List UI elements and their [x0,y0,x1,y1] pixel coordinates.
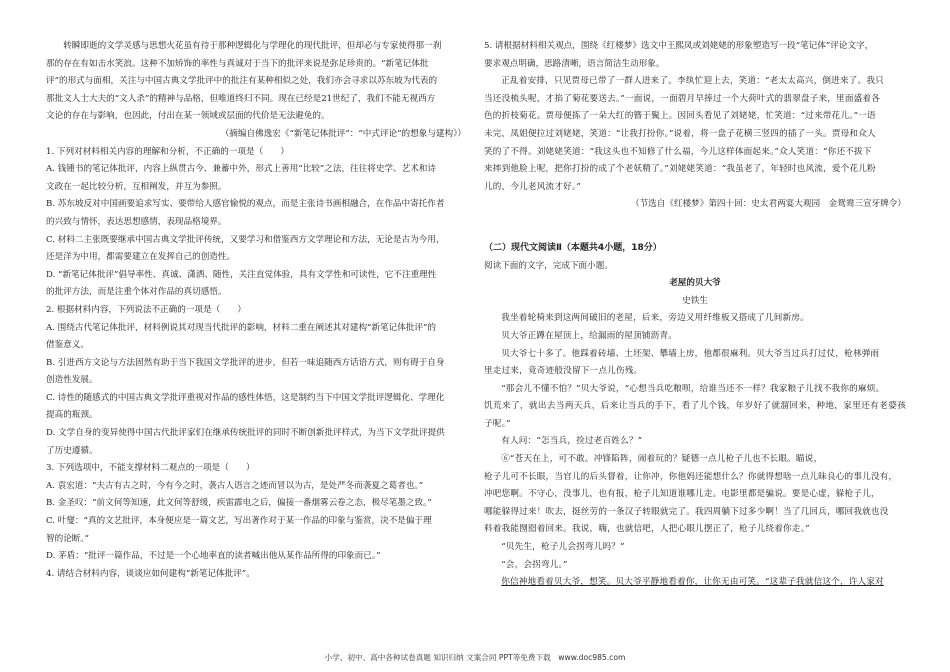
excerpt-line: 当还没梳头呢，才掐了菊花要送去。”一面说，一面碧月早捧过一个大荷叶式的翡翠盘子来，里面盛着各 [484,93,881,104]
question-1 [46,144,466,302]
option-d-cont: 了历史遵循。 [46,445,98,456]
question-stem: 2. 根据材料内容，下列说法不正确的一项是（ ） [46,304,246,315]
option-d: D. 文学自身的变异使得中国古代批评家们在继承传统批评的同时不断创新批评样式，为当下文学批评提供 [46,428,445,439]
page-footer: 小学、初中、高中各种试卷真题 知识归纳 文案合同 PPT等免费下载 www.doc985.com [324,653,626,662]
option-a-cont: 文政在一起比较分析，互相阐发，并互为参照。 [46,181,227,192]
story-line: 我坐着轮椅来到这两间破旧的老屋，后来，旁边又用纤维板又搭成了几间新房。 [501,313,809,324]
question-3 [46,460,466,566]
story-line: 料着我能囫囵着回来。我说，嗨，也就信吧，人把心眼儿摆正了，枪子儿绕着你走。” [484,524,810,535]
option-b-cont: 创造性发展。 [46,375,98,386]
excerpt-source: （节选自《红楼梦》第四十回：史太君两宴大观园 金鸳鸯三宣牙牌令） [630,199,906,210]
question-2 [46,302,466,460]
option-c-cont: 还是洋为中用，都需要建立在发挥自己的创造性。 [46,252,236,263]
intro-line: 那批文人士大夫的“文人杀”的精神与品格，但唯道终归不同。现在已经是21世纪了，我们不能无视西方 [46,93,436,104]
excerpt-line: 未完，凤姐便拉过刘姥姥，笑道：“让我打扮你。”说着，将一盘子花横三竖四的插了一头。贾母和众人 [484,128,876,139]
intro-passage [46,38,466,126]
story-author: 史铁生 [682,295,708,306]
story-line: 有人问：“怎当兵，捡过老百姓么？” [501,436,643,447]
option-a-cont: 借鉴意义。 [46,340,89,351]
story-line: 贝大爷七十多了。他踩着砖墙、土坯架、攀墙上房，他都很麻利。贝大爷当过兵打过仗，枪林弹雨 [501,348,880,359]
option-c-cont: 智的论断。” [46,533,90,544]
novel-excerpt [484,73,906,196]
section-heading: （二）现代文阅读Ⅱ（本题共4小题，18分） [484,242,662,253]
question-stem: 1. 下列对材料相关内容的理解和分析，不正确的一项是（ ） [46,146,289,157]
story-line-underlined: 你信神地看着贝大爷，想笑。贝大爷平静地看着你，让你无由可笑。“这辈子我就信这个，许人家对 [501,577,884,588]
option-a: A. 袁宏道：“夫古有古之时，今有今之时，袭古人语言之迹而冒以为古，是处严冬而袭夏之葛者也。” [46,480,424,491]
excerpt-line: 色的折枝菊花。贾母便拣了一朵大红的簪于鬓上。因回头看见了刘姥姥，忙笑道：“过来带花儿。”一语 [484,111,876,122]
option-a: A. 围绕古代笔记体批评，材料例说其对现当代批评的影响，材料二重在阐述其对建构“新笔记体批评”的 [46,322,436,333]
option-d: D. “新笔记体批评”倡导率性、真诚、潇洒、随性，关注直觉体验，具有文学性和可读性，它不注重理性 [46,269,437,280]
story-line: “那会儿不懂不怕？”贝大爷说，“心想当兵吃粮呗，给谁当还不一样？我家粮子儿找不我你的麻烦。 [501,383,885,394]
excerpt-line: 正乱着安排，只见贾母已带了一群人进来了。李纨忙迎上去，笑道：“老太太高兴，倒进来了。我只 [501,76,884,87]
story-body [484,310,906,592]
question-5-line: 5. 请根据材料相关观点，围绕《红楼梦》选文中王熙凤或刘姥姥的形象塑造写一段“笔记体”评论文字， [484,41,874,51]
excerpt-line: 儿的，今儿老风流才好。” [484,181,582,192]
option-a: A. 钱锺书的笔记体批评，内容上纵贯古今、兼蓄中外，形式上善用“比较”之法，往往将史学、艺术和诗 [46,164,436,175]
question-4: 4. 请结合材料内容，谈谈应如何建构“新笔记体批评”。 [46,568,255,579]
intro-line: 文论的存在与影响，也因此，付出在某一领域或层面的代价是无法避免的。 [46,111,330,122]
option-b: B. 金圣叹：“前文何等知速，此文何等舒缓，疾雷霹电之后，偏接一番烟雾云卷之态，极尽笔墨之致。” [46,498,432,509]
story-line: 贝大爷正蹲在屋顶上，给漏雨的屋顶铺沥青。 [501,330,678,341]
excerpt-line: 笑的了不得。刘姥姥笑道：“我这头也不知修了什么福，今儿这样体面起来。”众人笑道：“你还不拔下 [484,146,872,157]
story-line: 哪能躲得过来！吹去，挺丝劳的一条汉子转眼就完了。我四周躺下过多少啊！当了几回兵，哪回我就也没 [484,506,889,517]
passage-source: （摘编自佛逸宏《“新笔记体批评”：“中式评论”的想象与建构》） [220,128,466,139]
option-b: B. 引进西方文论与方法固然有助于当下我国文学批评的进步，但若一味追随西方话语方式，则有碍于自身 [46,357,445,368]
story-line: 冲吧您啊。不守心，没事儿，也有报，枪子儿知道谁哪儿走。电影里都是骗说。要是心虚，躲枪子儿， [484,489,880,500]
story-line: 枪子儿可不长眼，当官儿的后头督着，让你冲，你他妈还能想什么？你就得想啥一点儿昧良心的事儿没有， [484,471,898,482]
spacer [484,214,906,226]
excerpt-line: 来摔到他脸上呢，把你打扮的成了个老妖精了。”刘姥姥笑道：“我虽老了，年轻时也风流，爱个花儿粉 [484,164,876,175]
question-5-line: 要求观点明确，思路清晰，语言简洁生动形象。 [484,58,665,69]
option-d-cont: 的批评方法，而是注重个体对作品的真切感悟。 [46,287,227,298]
option-b-cont: 的兴致与情怀，表达思想感情，表现品格境界。 [46,216,227,227]
left-column [46,38,466,583]
right-column [484,38,906,592]
story-title: 老屋的贝大爷 [669,278,721,289]
option-d: D. 茅盾：“批评一篇作品，不过是一个心地率直的读者喊出他从某作品所得的印象而已。” [46,551,381,562]
option-c: C. 叶燮：“真的文艺批评，本身便应是一篇文艺，写出著作对于某一作品的印象与鉴赏，决不是偏于理 [46,516,432,527]
story-line: 饥荒来了，就出去当两天兵，后来让当兵的手下，看了儿个钱，年岁好了就溜回来，种地，家里还有老婆孩子呢。” [484,401,906,429]
story-line: “会，会拐弯儿。” [501,559,568,570]
story-line: ⑥“苍天在上，可不敢。冲锋陷阵，闹着玩的？疑德一点儿枪子儿也不长眼。瞄说， [501,454,823,465]
reading-instruction: 阅读下面的文字，完成下面小题。 [484,260,613,271]
option-c-cont: 提高的瓶颈。 [46,410,98,421]
option-b: B. 苏东坡反对中国画要追求写实、要带给人感官愉悦的观点，而是主张诗书画相融合，在作品中寄托作者 [46,199,445,210]
intro-line: 转瞬即逝的文学灵感与思想火花虽有待于那种逻辑化与学理化的现代批评，但却必与专家使得那一刹 [63,41,442,51]
intro-line: 那的存在有如击水笑浪。这种不加矫饰的率性与真诚对于当下的批评来说是弥足珍贵的。“新笔记体批 [46,58,429,69]
story-line: “贝先生，枪子儿会拐弯儿吗？” [501,542,625,553]
question-5 [484,38,906,73]
story-line: 里走过来，竟奇迹般没留下一点儿伤残。 [484,366,643,377]
question-stem: 3. 下列选项中，不能支撑材料二观点的一项是（ ） [46,463,255,474]
option-c: C. 诗性的随感式的中国古典文学批评重视对作品的感性体悟，这是制约当下中国文学批评逻辑化、学理化 [46,392,445,403]
intro-line: 评”的形式与面相，关注与中国古典文学批评中的批注有某种相似之处，我们亦会寻求以苏东坡为代表的 [46,76,438,87]
option-c: C. 材料二主张既要继承中国古典文学批评传统，又要学习和借鉴西方文学理论和方法，无论是古为今用， [46,234,445,245]
